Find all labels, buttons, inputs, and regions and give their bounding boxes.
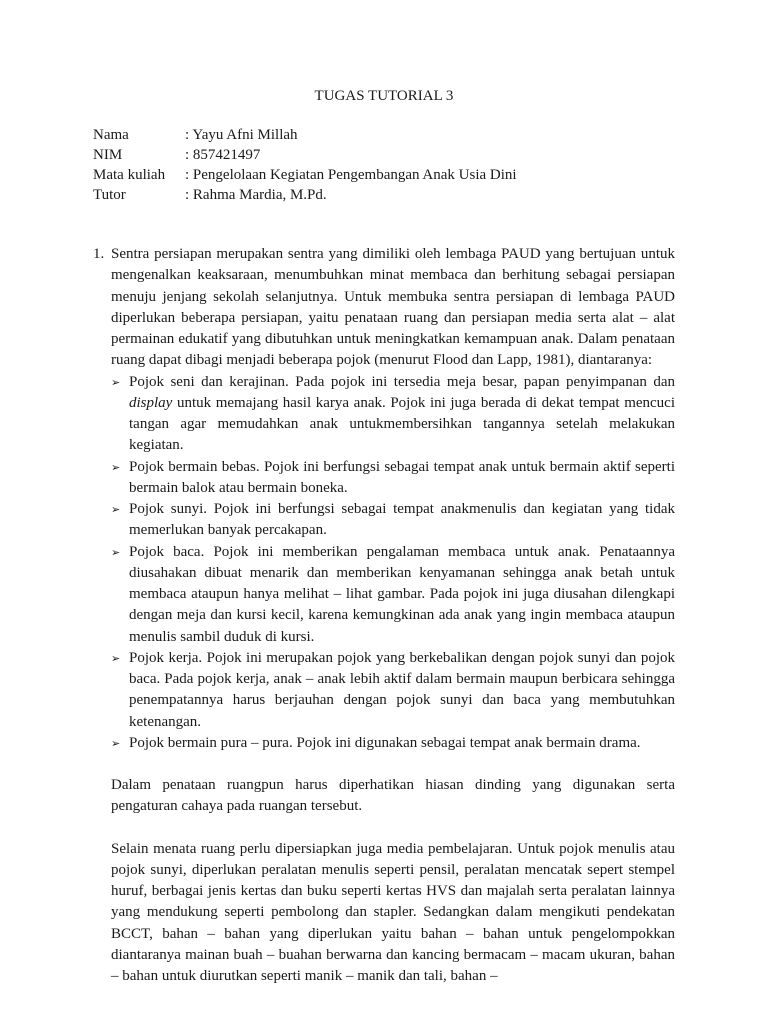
arrow-bullet-icon: ➢ [111, 651, 121, 665]
info-label: Tutor [93, 187, 126, 203]
info-row-mata-kuliah [93, 165, 517, 185]
info-row-nama [93, 125, 517, 145]
arrow-bullet-icon: ➢ [111, 736, 121, 750]
item-number: 1. [93, 246, 105, 262]
bullet-text: untuk memajang hasil karya anak. Pojok ini juga berada di dekat tempat mencuci tangan agar memudahkan anak untukmembersihkan tangannya setelah melakukan kegiatan. [129, 394, 675, 454]
list-item [93, 372, 675, 457]
bullet-text: Pojok seni dan kerajinan. Pada pojok ini tersedia meja besar, papan penyimpanan dan [129, 373, 675, 390]
list-item [93, 457, 675, 500]
document-title: TUGAS TUTORIAL 3 [314, 88, 454, 104]
bullet-text: Pojok bermain pura – pura. Pojok ini digunakan sebagai tempat anak bermain drama. [129, 734, 641, 751]
info-value: : Yayu Afni Millah [185, 127, 298, 143]
item-text: Sentra persiapan merupakan sentra yang dimiliki oleh lembaga PAUD yang bertujuan untuk mengenalkan keaksaraan, menumbuhkan minat membaca dan berhitung sebagai persiapan menuju jenjang sekolah selanjutnya. Untuk membuka sentra persiapan di lembaga PAUD diperlukan beberapa persiapan, yaitu penataan ruang dan persiapan media serta alat – alat permainan edukatif yang dibutuhkan untuk meningkatkan kemampuan anak. Dalam penataan ruang dapat dibagi menjadi beberapa pojok (menurut Flood dan Lapp, 1981), diantaranya: [111, 246, 675, 369]
info-row-nim [93, 145, 517, 165]
info-label: Mata kuliah [93, 167, 166, 183]
paragraph-lighting: Dalam penataan ruangpun harus diperhatikan hiasan dinding yang digunakan serta pengaturan cahaya pada ruangan tersebut. [111, 777, 675, 815]
info-label: NIM [93, 147, 123, 163]
list-item [93, 648, 675, 733]
arrow-bullet-icon: ➢ [111, 503, 121, 516]
arrow-bullet-icon: ➢ [111, 460, 121, 474]
info-value: : Rahma Mardia, M.Pd. [185, 187, 327, 203]
list-item [93, 542, 675, 648]
info-value: : Pengelolaan Kegiatan Pengembangan Anak Usia Dini [185, 167, 517, 183]
info-value: : 857421497 [185, 147, 261, 163]
numbered-item-1 [93, 244, 675, 372]
bullet-text: Pojok bermain bebas. Pojok ini berfungsi sebagai tempat anak untuk bermain aktif seperti bermain balok atau bermain boneka. [129, 458, 675, 496]
arrow-bullet-icon: ➢ [111, 545, 121, 559]
list-item [93, 499, 675, 542]
bullet-text: Pojok sunyi. Pojok ini berfungsi sebagai tempat anakmenulis dan kegiatan yang tidak memerlukan banyak percakapan. [129, 501, 675, 539]
paragraph-media: Selain menata ruang perlu dipersiapkan juga media pembelajaran. Untuk pojok menulis atau pojok sunyi, diperlukan peralatan menulis seperti pensil, peralatan mencatak sepert stempel huruf, berbagai jenis kertas dan buku seperti kertas HVS dan majalah serta peralatan lainnya yang mendukung seperti pembolong dan stapler. Sedangkan dalam mengikuti pendekatan BCCT, bahan – bahan yang diperlukan yaitu bahan – bahan untuk pengelompokkan diantaranya mainan buah – buahan berwarna dan kancing bermacam – macam ukuran, bahan – bahan untuk diurutkan seperti manik – manik dan tali, bahan – [111, 840, 675, 984]
bullet-italic-text: display [129, 394, 173, 411]
bullet-text: Pojok baca. Pojok ini memberikan pengalaman membaca untuk anak. Penataannya diusahakan dibuat menarik dan memberikan kenyamanan sehingga anak betah untuk membaca ataupun hanya melihat – lihat gambar. Pada pojok ini juga diusahan dilengkapi dengan meja dan kursi kecil, karena kemungkinan ada anak yang ingin membaca ataupun menulis sambil duduk di kursi. [129, 543, 675, 645]
list-item [93, 733, 675, 754]
document-body [93, 244, 675, 987]
corner-list [93, 372, 675, 755]
student-info [93, 125, 517, 205]
info-label: Nama [93, 127, 129, 143]
info-row-tutor [93, 185, 517, 205]
bullet-text: Pojok kerja. Pojok ini merupakan pojok yang berkebalikan dengan pojok sunyi dan pojok baca. Pada pojok kerja, anak – anak lebih aktif dalam bermain maupun berbicara sehingga penempatannya harus berjauhan dengan pojok sunyi dan baca yang membutuhkan ketenangan. [129, 649, 675, 730]
arrow-bullet-icon: ➢ [111, 375, 121, 389]
